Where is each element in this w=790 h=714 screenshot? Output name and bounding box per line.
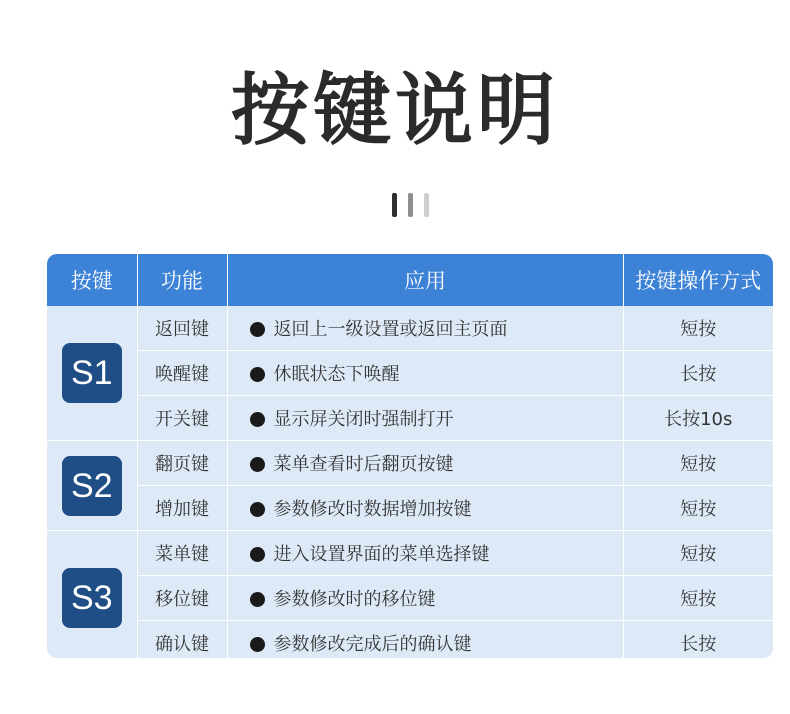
application-text: 参数修改完成后的确认键	[273, 634, 472, 655]
function-cell: 增加键	[137, 486, 227, 531]
operation-cell: 短按	[623, 306, 773, 351]
key-badge-s1: S1	[62, 343, 122, 403]
header-operation: 按键操作方式	[623, 254, 773, 306]
application-text: 菜单查看时后翻页按键	[273, 454, 454, 475]
bullet-icon	[250, 502, 265, 517]
table-row	[47, 531, 773, 576]
table-row	[47, 486, 773, 531]
operation-cell: 长按	[623, 351, 773, 396]
bullet-icon	[250, 457, 265, 472]
function-cell: 移位键	[137, 576, 227, 621]
key-cell	[47, 531, 137, 659]
function-cell: 翻页键	[137, 441, 227, 486]
function-cell: 确认键	[137, 621, 227, 659]
application-cell	[227, 396, 623, 441]
application-text: 参数修改时数据增加按键	[273, 499, 472, 520]
table-row	[47, 306, 773, 351]
divider-bar-light	[424, 193, 429, 217]
application-text: 进入设置界面的菜单选择键	[273, 544, 490, 565]
application-cell	[227, 486, 623, 531]
bullet-icon	[250, 322, 265, 337]
operation-cell: 短按	[623, 486, 773, 531]
operation-cell: 短按	[623, 531, 773, 576]
bullet-icon	[250, 547, 265, 562]
application-text: 显示屏关闭时强制打开	[273, 409, 454, 430]
application-text: 参数修改时的移位键	[273, 589, 436, 610]
table-row	[47, 351, 773, 396]
operation-cell: 短按	[623, 441, 773, 486]
key-badge-s2: S2	[62, 456, 122, 516]
key-badge-s3: S3	[62, 568, 122, 628]
application-cell	[227, 576, 623, 621]
header-function: 功能	[137, 254, 227, 306]
application-cell	[227, 441, 623, 486]
bullet-icon	[250, 367, 265, 382]
application-text: 休眠状态下唤醒	[273, 364, 400, 385]
table-row	[47, 396, 773, 441]
divider-bar-mid	[408, 193, 413, 217]
table-header-row	[47, 254, 773, 306]
bullet-icon	[250, 592, 265, 607]
function-cell: 返回键	[137, 306, 227, 351]
header-key: 按键	[47, 254, 137, 306]
function-cell: 开关键	[137, 396, 227, 441]
table-row	[47, 441, 773, 486]
key-cell	[47, 306, 137, 441]
divider-bar-dark	[392, 193, 397, 217]
application-text: 返回上一级设置或返回主页面	[273, 319, 508, 340]
application-cell	[227, 621, 623, 659]
operation-cell: 长按	[680, 634, 717, 655]
operation-cell: 长按10s	[623, 396, 773, 441]
application-cell	[227, 531, 623, 576]
operation-cell: 短按	[623, 576, 773, 621]
application-cell	[227, 351, 623, 396]
bullet-icon	[250, 637, 265, 652]
application-cell	[227, 306, 623, 351]
header-application: 应用	[227, 254, 623, 306]
key-cell	[47, 441, 137, 531]
title-divider	[389, 193, 433, 217]
table-row	[47, 621, 773, 659]
key-description-table	[47, 254, 773, 658]
function-cell: 唤醒键	[137, 351, 227, 396]
table-row	[47, 576, 773, 621]
bullet-icon	[250, 412, 265, 427]
function-cell: 菜单键	[137, 531, 227, 576]
page-title: 按键说明	[230, 66, 559, 156]
